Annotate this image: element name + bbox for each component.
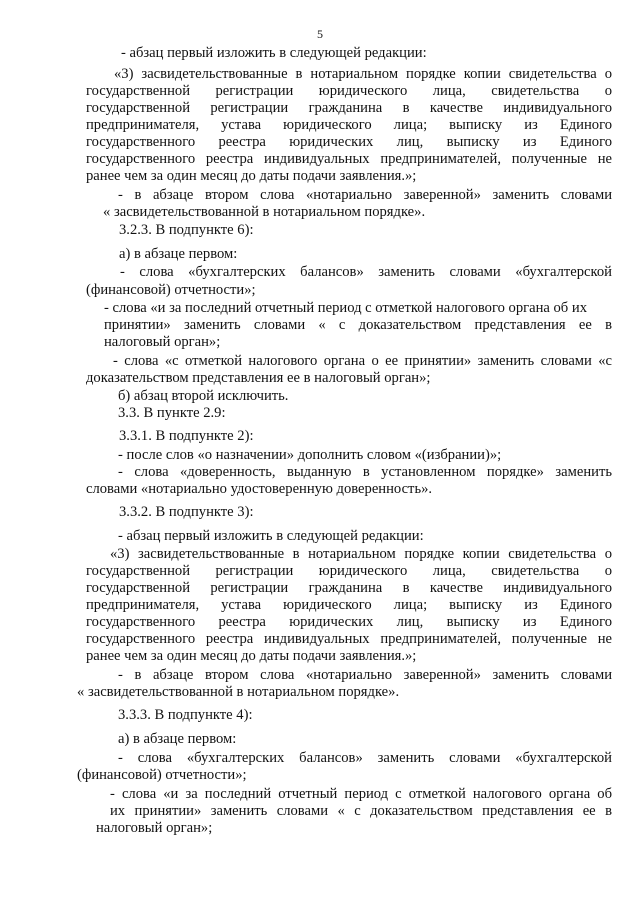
text-line: государственного реестра индивидуальных предпринимателей, полученные не [86, 631, 612, 647]
text-line: государственной регистрации гражданина в качестве индивидуального [86, 580, 612, 596]
text-line: а) в абзаце первом: [118, 731, 237, 747]
text-line: « засвидетельствованной в нотариальном порядке». [77, 684, 400, 700]
text-line: налоговый орган»; [104, 334, 221, 350]
subsection-heading: 3.3.2. В подпункте 3): [119, 504, 254, 520]
text-line: - слова «бухгалтерских балансов» заменить словами «бухгалтерской [118, 750, 612, 766]
section-heading: 3.3. В пункте 2.9: [118, 405, 226, 421]
text-line: «3) засвидетельствованные в нотариальном порядке копии свидетельства о [114, 66, 612, 82]
text-line: государственного реестра юридических лиц, выписку из Единого [86, 614, 612, 630]
text-line: словами «нотариально удостоверенную доверенность». [86, 481, 433, 497]
text-line: - абзац первый изложить в следующей редакции: [121, 45, 427, 61]
text-line: предпринимателя, устава юридического лица; выписку из Единого [86, 597, 612, 613]
text-line: налоговый орган»; [96, 820, 213, 836]
text-line: - в абзаце втором слова «нотариально заверенной» заменить словами [118, 667, 612, 683]
text-line: (финансовой) отчетности»; [86, 282, 256, 298]
subsection-heading: 3.3.1. В подпункте 2): [119, 428, 254, 444]
text-line: государственного реестра индивидуальных предпринимателей, полученные не [86, 151, 612, 167]
text-line: - в абзаце втором слова «нотариально заверенной» заменить словами [118, 187, 612, 203]
text-line: их принятии» заменить словами « с доказательством представления ее в [110, 803, 612, 819]
text-line: государственной регистрации гражданина в качестве индивидуального [86, 100, 612, 116]
text-line: - слова «и за последний отчетный период с отметкой налогового органа об [110, 786, 612, 802]
text-line: принятии» заменить словами « с доказательством представления ее в [104, 317, 612, 333]
text-line: б) абзац второй исключить. [118, 388, 289, 404]
text-line: « засвидетельствованной в нотариальном порядке». [103, 204, 426, 220]
text-line: - после слов «о назначении» дополнить словом «(избрании)»; [118, 447, 502, 463]
text-line: государственной регистрации юридического лица, свидетельства о [86, 83, 612, 99]
text-line: государственной регистрации юридического лица, свидетельства о [86, 563, 612, 579]
text-line: ранее чем за один месяц до даты подачи заявления.»; [86, 648, 417, 664]
text-line: доказательством представления ее в налоговый орган»; [86, 370, 431, 386]
text-line: - слова «бухгалтерских балансов» заменить словами «бухгалтерской [120, 264, 612, 280]
text-line: предпринимателя, устава юридического лица; выписку из Единого [86, 117, 612, 133]
text-line: (финансовой) отчетности»; [77, 767, 247, 783]
text-line: - слова «доверенность, выданную в установленном порядке» заменить [118, 464, 612, 480]
text-line: а) в абзаце первом: [119, 246, 238, 262]
subsection-heading: 3.3.3. В подпункте 4): [118, 707, 253, 723]
text-line: ранее чем за один месяц до даты подачи заявления.»; [86, 168, 417, 184]
text-line: - слова «с отметкой налогового органа о ее принятии» заменить словами «с [113, 353, 612, 369]
page-number: 5 [317, 27, 323, 41]
text-line: «3) засвидетельствованные в нотариальном порядке копии свидетельства о [110, 546, 612, 562]
subsection-heading: 3.2.3. В подпункте 6): [119, 222, 254, 238]
text-line: - абзац первый изложить в следующей редакции: [118, 528, 424, 544]
text-line: - слова «и за последний отчетный период с отметкой налогового органа об их [104, 300, 587, 316]
text-line: государственного реестра юридических лиц, выписку из Единого [86, 134, 612, 150]
